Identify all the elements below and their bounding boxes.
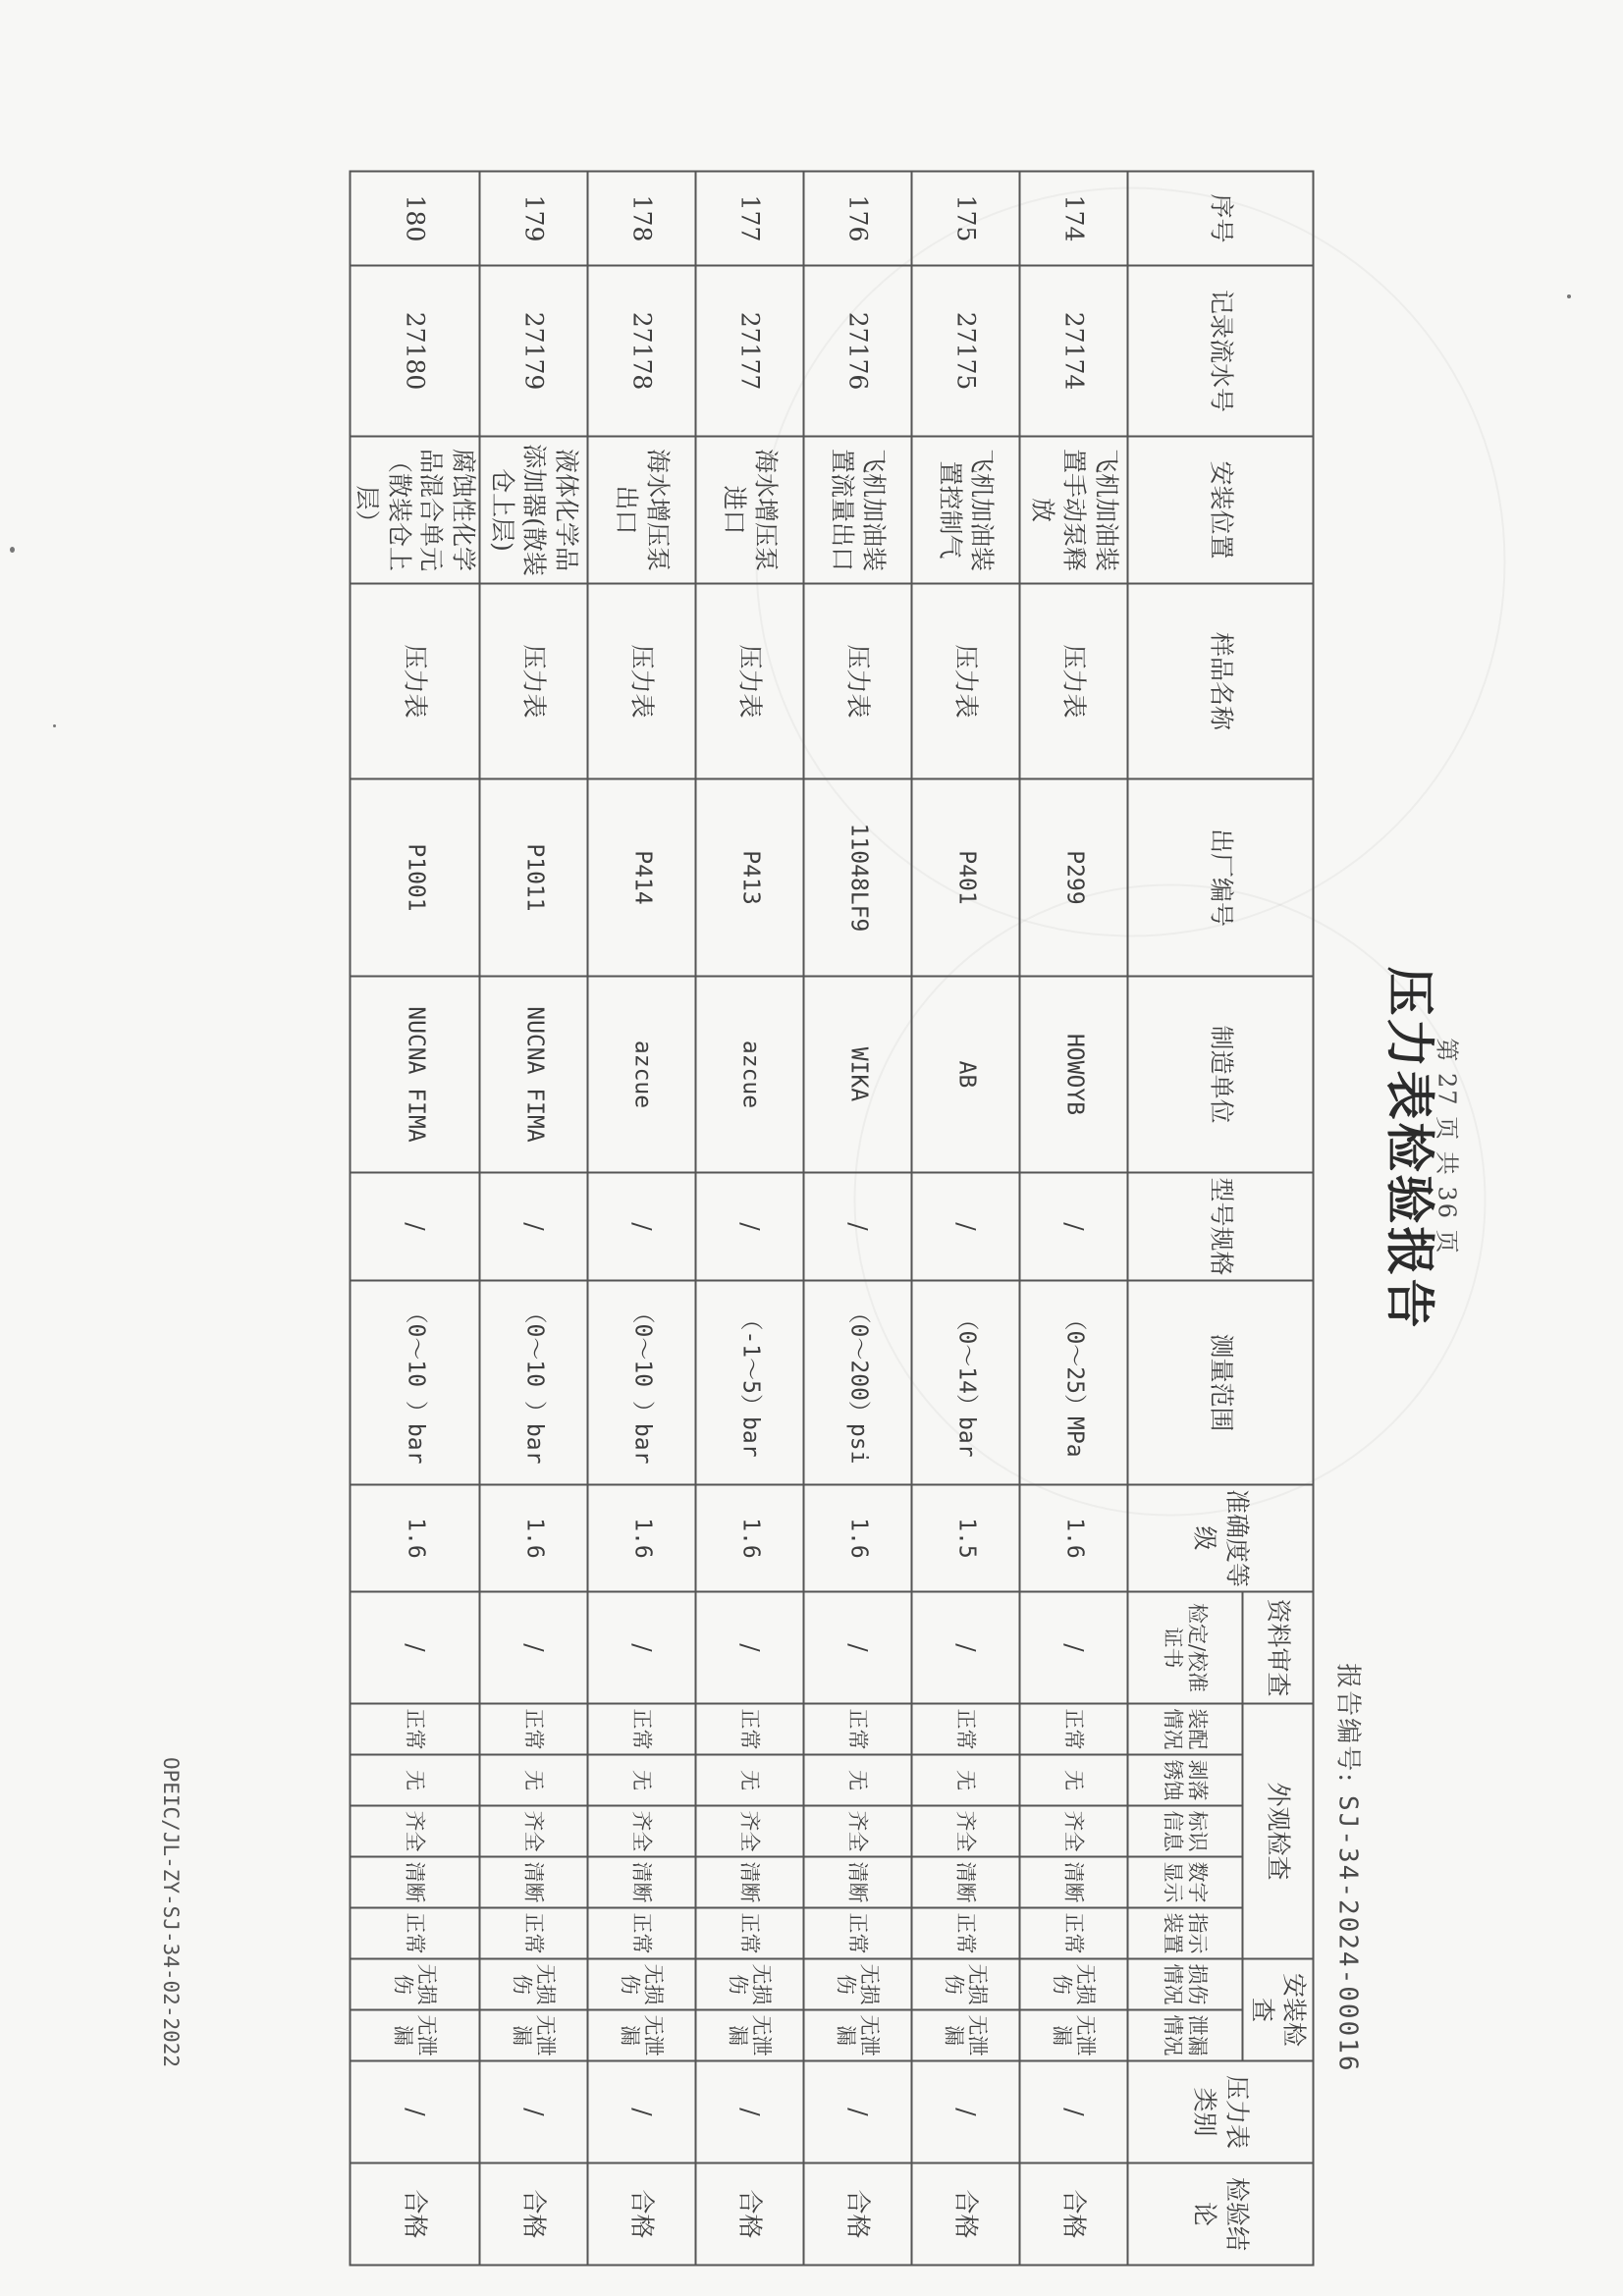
cell-display: 清断 bbox=[803, 1856, 911, 1907]
cell-model: / bbox=[587, 1172, 695, 1280]
cell-gauge-type: / bbox=[695, 2060, 803, 2163]
header-location: 安装位置 bbox=[1127, 436, 1313, 583]
cell-indicator: 正常 bbox=[1019, 1907, 1127, 1958]
cell-serial: P413 bbox=[695, 778, 803, 976]
cell-accuracy: 1.6 bbox=[695, 1484, 803, 1591]
cell-serial: P401 bbox=[911, 778, 1019, 976]
cell-damage: 无损伤 bbox=[350, 1958, 479, 2009]
cell-display: 清断 bbox=[479, 1856, 587, 1907]
header-doc-certificate: 检定/校准证书 bbox=[1127, 1591, 1242, 1703]
cell-damage: 无损伤 bbox=[587, 1958, 695, 2009]
cell-leak: 无泄漏 bbox=[1019, 2009, 1127, 2060]
cell-conclusion: 合格 bbox=[911, 2163, 1019, 2265]
cell-assembly: 正常 bbox=[1019, 1703, 1127, 1754]
cell-marking: 齐全 bbox=[911, 1805, 1019, 1856]
cell-marking: 齐全 bbox=[350, 1805, 479, 1856]
scan-speck bbox=[53, 724, 56, 727]
cell-record-no: 27174 bbox=[1019, 265, 1127, 436]
cell-maker: azcue bbox=[695, 976, 803, 1172]
cell-maker: AB bbox=[911, 976, 1019, 1172]
cell-maker: WIKA bbox=[803, 976, 911, 1172]
header-indicator: 指示装置 bbox=[1127, 1907, 1242, 1958]
cell-marking: 齐全 bbox=[695, 1805, 803, 1856]
cell-conclusion: 合格 bbox=[479, 2163, 587, 2265]
header-serial: 出厂编号 bbox=[1127, 778, 1313, 976]
table-row bbox=[1019, 171, 1127, 2265]
cell-accuracy: 1.6 bbox=[587, 1484, 695, 1591]
cell-doc: / bbox=[803, 1591, 911, 1703]
cell-conclusion: 合格 bbox=[1019, 2163, 1127, 2265]
cell-accuracy: 1.6 bbox=[479, 1484, 587, 1591]
cell-marking: 齐全 bbox=[587, 1805, 695, 1856]
scan-speck bbox=[1567, 294, 1571, 298]
cell-display: 清断 bbox=[695, 1856, 803, 1907]
cell-damage: 无损伤 bbox=[479, 1958, 587, 2009]
cell-doc: / bbox=[695, 1591, 803, 1703]
cell-accuracy: 1.6 bbox=[1019, 1484, 1127, 1591]
cell-record-no: 27175 bbox=[911, 265, 1019, 436]
header-name: 样品名称 bbox=[1127, 583, 1313, 778]
cell-model: / bbox=[479, 1172, 587, 1280]
cell-marking: 齐全 bbox=[479, 1805, 587, 1856]
cell-name: 压力表 bbox=[1019, 583, 1127, 778]
cell-gauge-type: / bbox=[587, 2060, 695, 2163]
cell-maker: NUCNA FIMA bbox=[350, 976, 479, 1172]
cell-gauge-type: / bbox=[911, 2060, 1019, 2163]
cell-rust: 无 bbox=[803, 1754, 911, 1805]
header-appearance: 外观检查 bbox=[1242, 1703, 1313, 1958]
cell-assembly: 正常 bbox=[350, 1703, 479, 1754]
report-number-value: SJ-34-2024-00016 bbox=[1332, 1794, 1362, 2072]
page-title: 压力表检验报告 bbox=[1380, 966, 1438, 1330]
scan-speck bbox=[10, 547, 15, 553]
cell-location: 飞机加油装置流量出口 bbox=[803, 436, 911, 583]
header-damage: 损伤情况 bbox=[1127, 1958, 1242, 2009]
cell-maker: NUCNA FIMA bbox=[479, 976, 587, 1172]
cell-serial: P299 bbox=[1019, 778, 1127, 976]
header-doc-review: 资料审查 bbox=[1242, 1591, 1313, 1703]
cell-display: 清断 bbox=[1019, 1856, 1127, 1907]
cell-leak: 无泄漏 bbox=[479, 2009, 587, 2060]
cell-name: 压力表 bbox=[695, 583, 803, 778]
table-row bbox=[350, 171, 479, 2265]
cell-rust: 无 bbox=[479, 1754, 587, 1805]
cell-rust: 无 bbox=[587, 1754, 695, 1805]
cell-conclusion: 合格 bbox=[803, 2163, 911, 2265]
cell-name: 压力表 bbox=[350, 583, 479, 778]
header-range: 测量范围 bbox=[1127, 1280, 1313, 1484]
cell-conclusion: 合格 bbox=[587, 2163, 695, 2265]
cell-indicator: 正常 bbox=[695, 1907, 803, 1958]
cell-doc: / bbox=[587, 1591, 695, 1703]
header-gauge-type: 压力表类别 bbox=[1127, 2060, 1313, 2163]
cell-range: （0～10 ）bar bbox=[479, 1280, 587, 1484]
cell-conclusion: 合格 bbox=[695, 2163, 803, 2265]
table-row bbox=[695, 171, 803, 2265]
cell-seq: 175 bbox=[911, 171, 1019, 265]
form-code: OPEIC/JL-ZY-SJ-34-02-2022 bbox=[159, 1756, 183, 2068]
cell-damage: 无损伤 bbox=[695, 1958, 803, 2009]
cell-record-no: 27179 bbox=[479, 265, 587, 436]
cell-seq: 180 bbox=[350, 171, 479, 265]
cell-leak: 无泄漏 bbox=[695, 2009, 803, 2060]
header-conclusion: 检验结论 bbox=[1127, 2163, 1313, 2265]
cell-assembly: 正常 bbox=[695, 1703, 803, 1754]
cell-model: / bbox=[803, 1172, 911, 1280]
cell-damage: 无损伤 bbox=[1019, 1958, 1127, 2009]
cell-doc: / bbox=[479, 1591, 587, 1703]
header-seq: 序号 bbox=[1127, 171, 1313, 265]
cell-record-no: 27178 bbox=[587, 265, 695, 436]
cell-assembly: 正常 bbox=[803, 1703, 911, 1754]
cell-gauge-type: / bbox=[1019, 2060, 1127, 2163]
header-display: 数字显示 bbox=[1127, 1856, 1242, 1907]
cell-leak: 无泄漏 bbox=[911, 2009, 1019, 2060]
header-model: 型号规格 bbox=[1127, 1172, 1313, 1280]
cell-maker: azcue bbox=[587, 976, 695, 1172]
cell-serial: 11048LF9 bbox=[803, 778, 911, 976]
cell-model: / bbox=[1019, 1172, 1127, 1280]
header-maker: 制造单位 bbox=[1127, 976, 1313, 1172]
header-marking: 标识信息 bbox=[1127, 1805, 1242, 1856]
cell-rust: 无 bbox=[350, 1754, 479, 1805]
header-accuracy: 准确度等级 bbox=[1127, 1484, 1313, 1591]
cell-accuracy: 1.6 bbox=[350, 1484, 479, 1591]
cell-seq: 174 bbox=[1019, 171, 1127, 265]
inspection-table bbox=[349, 170, 1314, 2266]
cell-seq: 177 bbox=[695, 171, 803, 265]
cell-name: 压力表 bbox=[911, 583, 1019, 778]
header-record-no: 记录流水号 bbox=[1127, 265, 1313, 436]
cell-display: 清断 bbox=[911, 1856, 1019, 1907]
cell-conclusion: 合格 bbox=[350, 2163, 479, 2265]
report-number-label: 报告编号: bbox=[1332, 1662, 1362, 1784]
cell-record-no: 27180 bbox=[350, 265, 479, 436]
cell-serial: P1011 bbox=[479, 778, 587, 976]
cell-name: 压力表 bbox=[803, 583, 911, 778]
cell-gauge-type: / bbox=[350, 2060, 479, 2163]
cell-gauge-type: / bbox=[803, 2060, 911, 2163]
cell-indicator: 正常 bbox=[587, 1907, 695, 1958]
cell-seq: 178 bbox=[587, 171, 695, 265]
cell-location: 海水增压泵出口 bbox=[587, 436, 695, 583]
cell-doc: / bbox=[1019, 1591, 1127, 1703]
cell-indicator: 正常 bbox=[350, 1907, 479, 1958]
cell-rust: 无 bbox=[695, 1754, 803, 1805]
cell-damage: 无损伤 bbox=[803, 1958, 911, 2009]
header-rust: 剥落锈蚀 bbox=[1127, 1754, 1242, 1805]
cell-assembly: 正常 bbox=[587, 1703, 695, 1754]
cell-location: 液体化学品添加器(散装仓上层) bbox=[479, 436, 587, 583]
cell-assembly: 正常 bbox=[911, 1703, 1019, 1754]
cell-leak: 无泄漏 bbox=[350, 2009, 479, 2060]
cell-location: 腐蚀性化学品混合单元（散装仓上层） bbox=[350, 436, 479, 583]
cell-leak: 无泄漏 bbox=[587, 2009, 695, 2060]
cell-name: 压力表 bbox=[479, 583, 587, 778]
cell-seq: 176 bbox=[803, 171, 911, 265]
cell-rust: 无 bbox=[911, 1754, 1019, 1805]
cell-serial: P414 bbox=[587, 778, 695, 976]
table-row bbox=[587, 171, 695, 2265]
cell-range: （0～10 ）bar bbox=[350, 1280, 479, 1484]
cell-display: 清断 bbox=[350, 1856, 479, 1907]
cell-rust: 无 bbox=[1019, 1754, 1127, 1805]
cell-model: / bbox=[911, 1172, 1019, 1280]
cell-range: （0～10 ）bar bbox=[587, 1280, 695, 1484]
cell-doc: / bbox=[911, 1591, 1019, 1703]
cell-seq: 179 bbox=[479, 171, 587, 265]
cell-doc: / bbox=[350, 1591, 479, 1703]
report-number bbox=[1331, 1663, 1368, 2072]
cell-range: （-1～5）bar bbox=[695, 1280, 803, 1484]
cell-marking: 齐全 bbox=[1019, 1805, 1127, 1856]
page-number: 第 27 页 共 36 页 bbox=[1433, 1038, 1461, 1255]
cell-indicator: 正常 bbox=[479, 1907, 587, 1958]
cell-indicator: 正常 bbox=[803, 1907, 911, 1958]
cell-damage: 无损伤 bbox=[911, 1958, 1019, 2009]
table-row bbox=[479, 171, 587, 2265]
cell-accuracy: 1.6 bbox=[803, 1484, 911, 1591]
cell-indicator: 正常 bbox=[911, 1907, 1019, 1958]
cell-marking: 齐全 bbox=[803, 1805, 911, 1856]
header-install: 安装检查 bbox=[1242, 1958, 1313, 2060]
cell-leak: 无泄漏 bbox=[803, 2009, 911, 2060]
cell-model: / bbox=[350, 1172, 479, 1280]
cell-accuracy: 1.5 bbox=[911, 1484, 1019, 1591]
cell-record-no: 27176 bbox=[803, 265, 911, 436]
cell-display: 清断 bbox=[587, 1856, 695, 1907]
cell-location: 海水增压泵进口 bbox=[695, 436, 803, 583]
cell-location: 飞机加油装置控制气 bbox=[911, 436, 1019, 583]
cell-name: 压力表 bbox=[587, 583, 695, 778]
cell-range: （0～200）psi bbox=[803, 1280, 911, 1484]
cell-serial: P1001 bbox=[350, 778, 479, 976]
cell-record-no: 27177 bbox=[695, 265, 803, 436]
cell-assembly: 正常 bbox=[479, 1703, 587, 1754]
table-row bbox=[911, 171, 1019, 2265]
header-assembly: 装配情况 bbox=[1127, 1703, 1242, 1754]
header-leak: 泄漏情况 bbox=[1127, 2009, 1242, 2060]
cell-gauge-type: / bbox=[479, 2060, 587, 2163]
cell-location: 飞机加油装置手动泵释放 bbox=[1019, 436, 1127, 583]
cell-model: / bbox=[695, 1172, 803, 1280]
cell-range: （0～14）bar bbox=[911, 1280, 1019, 1484]
cell-range: （0～25）MPa bbox=[1019, 1280, 1127, 1484]
cell-maker: HOWOYB bbox=[1019, 976, 1127, 1172]
table-row bbox=[803, 171, 911, 2265]
